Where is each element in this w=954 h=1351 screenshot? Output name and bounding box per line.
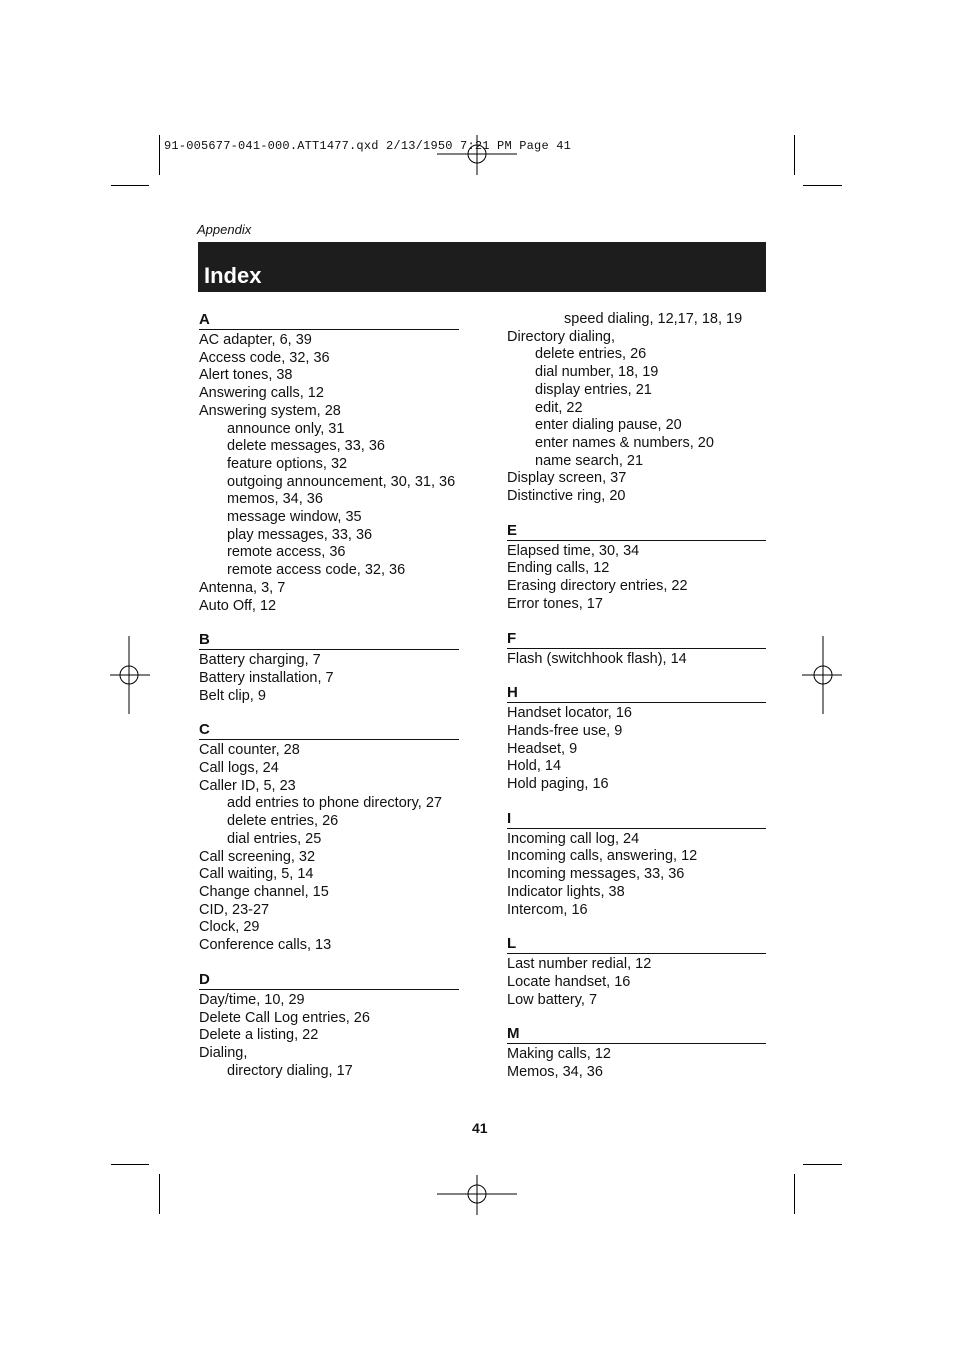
index-entry: Hold paging, 16 [507,776,609,793]
index-group [199,311,459,615]
index-group [507,311,766,506]
crop-mark [803,1164,842,1165]
index-entry: Hold, 14 [507,758,562,775]
index-group [507,935,766,1009]
index-letter-heading: B [199,631,459,650]
index-entry: Change channel, 15 [199,883,329,900]
index-entry: Hands-free use, 9 [507,722,623,739]
index-letter-heading: A [199,311,459,330]
crop-mark [794,135,795,175]
index-subentry: enter names & numbers, 20 [535,434,714,451]
index-entry: Day/time, 10, 29 [199,991,305,1008]
index-entry: Dialing, [199,1044,248,1061]
index-entry: Elapsed time, 30, 34 [507,542,640,559]
index-subentry: delete entries, 26 [535,346,647,363]
index-group [507,522,766,614]
index-entry: Auto Off, 12 [199,597,277,614]
index-entry: Directory dialing, [507,328,615,345]
index-entry: CID, 23-27 [199,901,270,918]
index-group [507,684,766,794]
index-subentry: play messages, 33, 36 [227,526,373,543]
index-subentry: memos, 34, 36 [227,491,323,508]
crop-mark [111,185,149,186]
index-entry: Battery installation, 7 [199,669,334,686]
index-column-left [199,311,459,1096]
index-subentry: enter dialing pause, 20 [535,417,682,434]
index-entry: Low battery, 7 [507,991,598,1008]
index-letter-heading: D [199,971,459,990]
index-entry: Incoming messages, 33, 36 [507,866,685,883]
index-entry: Delete Call Log entries, 26 [199,1009,370,1026]
index-entry: Answering system, 28 [199,402,341,419]
page-number: 41 [472,1120,488,1136]
index-subentry: speed dialing, 12,17, 18, 19 [564,311,743,327]
crop-mark [159,135,160,175]
index-subentry: name search, 21 [535,452,644,469]
crop-mark [794,1174,795,1214]
index-subentry: add entries to phone directory, 27 [227,795,442,812]
index-entry: Incoming calls, answering, 12 [507,848,698,865]
crop-mark [111,1164,149,1165]
index-subentry: directory dialing, 17 [227,1062,353,1079]
index-subentry: edit, 22 [535,399,583,416]
index-entry: Making calls, 12 [507,1046,611,1063]
index-entry: Display screen, 37 [507,470,627,487]
index-entry: Alert tones, 38 [199,367,293,384]
index-letter-heading: M [507,1025,766,1044]
index-entry: Ending calls, 12 [507,560,610,577]
index-subentry: dial number, 18, 19 [535,364,659,381]
index-entry: Antenna, 3, 7 [199,579,286,596]
index-group [507,630,766,669]
index-group [507,1025,766,1081]
index-subentry: remote access, 36 [227,544,346,561]
registration-mark-icon [110,636,150,714]
section-label: Appendix [197,222,252,237]
index-entry: Error tones, 17 [507,595,603,612]
print-slug: 91-005677-041-000.ATT1477.qxd 2/13/1950 7:21 PM Page 41 [164,139,572,153]
title-bar [198,242,766,292]
index-entry: Intercom, 16 [507,901,588,918]
page-title: Index [204,263,262,288]
index-group [199,721,459,954]
index-entry: Answering calls, 12 [199,385,324,402]
index-entry: Delete a listing, 22 [199,1027,319,1044]
registration-mark-icon [802,636,842,714]
index-entry: Distinctive ring, 20 [507,488,626,505]
crop-mark [803,185,842,186]
index-subentry: message window, 35 [227,509,362,526]
index-entry: Clock, 29 [199,919,260,936]
index-entry: Call logs, 24 [199,760,279,777]
index-entry: Conference calls, 13 [199,937,332,954]
index-subentry: remote access code, 32, 36 [227,562,406,579]
index-letter-heading: F [507,630,766,649]
crop-mark [159,1174,160,1214]
index-entry: Call screening, 32 [199,848,316,865]
index-group [199,971,459,1081]
index-entry: Headset, 9 [507,740,578,757]
index-entry: Battery charging, 7 [199,652,321,669]
index-column-right [507,311,766,1098]
index-letter-heading: E [507,522,766,541]
index-subentry: delete entries, 26 [227,813,339,830]
index-entry: Last number redial, 12 [507,956,652,973]
index-group [199,631,459,705]
index-entry: Call counter, 28 [199,742,300,759]
index-entry: Erasing directory entries, 22 [507,578,688,595]
index-subentry: delete messages, 33, 36 [227,438,385,455]
index-subentry: feature options, 32 [227,455,348,472]
index-entry: Locate handset, 16 [507,973,631,990]
index-letter-heading: C [199,721,459,740]
index-subentry: announce only, 31 [227,420,345,437]
index-entry: AC adapter, 6, 39 [199,332,312,348]
index-entry: Flash (switchhook flash), 14 [507,650,687,667]
index-entry: Incoming call log, 24 [507,830,640,847]
index-letter-heading: I [507,810,766,829]
index-group [507,810,766,920]
index-letter-heading: L [507,935,766,954]
index-entry: Access code, 32, 36 [199,349,330,366]
index-entry: Indicator lights, 38 [507,883,625,900]
index-entry: Call waiting, 5, 14 [199,866,314,883]
index-subentry: dial entries, 25 [227,830,322,847]
index-entry: Memos, 34, 36 [507,1064,603,1081]
index-subentry: display entries, 21 [535,381,652,398]
registration-mark-icon [437,1175,517,1215]
index-letter-heading: H [507,684,766,703]
index-entry: Handset locator, 16 [507,705,632,722]
index-subentry: outgoing announcement, 30, 31, 36 [227,473,456,490]
index-entry: Caller ID, 5, 23 [199,777,296,794]
index-entry: Belt clip, 9 [199,687,266,704]
